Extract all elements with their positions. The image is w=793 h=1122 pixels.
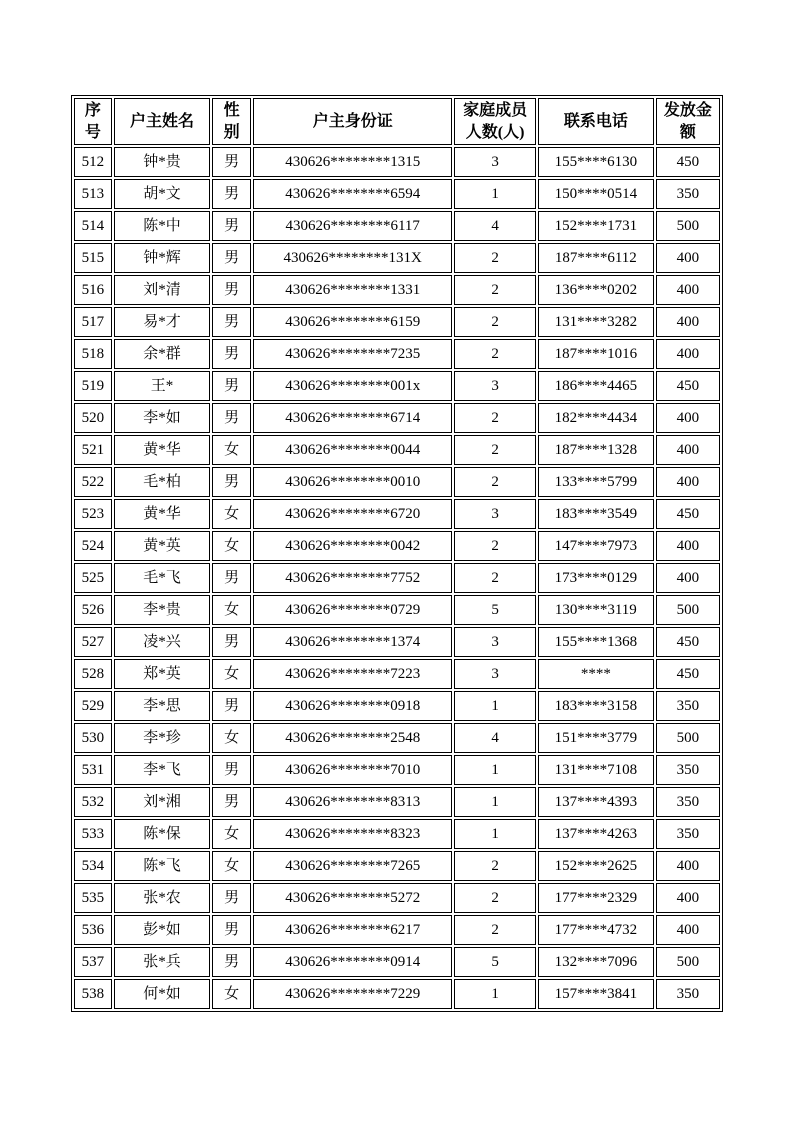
cell-gender: 男 <box>212 883 251 913</box>
cell-name: 李*思 <box>114 691 211 721</box>
cell-phone: 187****6112 <box>538 243 654 273</box>
cell-id_number: 430626********1374 <box>253 627 452 657</box>
cell-phone: 182****4434 <box>538 403 654 433</box>
cell-members: 1 <box>454 979 535 1009</box>
cell-phone: 177****4732 <box>538 915 654 945</box>
cell-members: 2 <box>454 307 535 337</box>
cell-members: 1 <box>454 755 535 785</box>
cell-name: 毛*柏 <box>114 467 211 497</box>
cell-amount: 500 <box>656 723 720 753</box>
cell-name: 郑*英 <box>114 659 211 689</box>
cell-amount: 400 <box>656 915 720 945</box>
cell-name: 毛*飞 <box>114 563 211 593</box>
cell-seq: 525 <box>74 563 112 593</box>
cell-gender: 女 <box>212 659 251 689</box>
cell-name: 陈*飞 <box>114 851 211 881</box>
cell-name: 黄*华 <box>114 499 211 529</box>
cell-amount: 350 <box>656 179 720 209</box>
cell-amount: 450 <box>656 499 720 529</box>
cell-name: 李*贵 <box>114 595 211 625</box>
cell-name: 刘*湘 <box>114 787 211 817</box>
cell-amount: 400 <box>656 467 720 497</box>
cell-name: 王* <box>114 371 211 401</box>
header-cell-amount: 发放金额 <box>656 98 720 145</box>
table-row <box>74 435 720 465</box>
cell-id_number: 430626********8313 <box>253 787 452 817</box>
cell-name: 陈*中 <box>114 211 211 241</box>
cell-phone: 147****7973 <box>538 531 654 561</box>
cell-seq: 519 <box>74 371 112 401</box>
cell-seq: 516 <box>74 275 112 305</box>
cell-name: 钟*辉 <box>114 243 211 273</box>
cell-phone: 155****1368 <box>538 627 654 657</box>
table-row <box>74 819 720 849</box>
cell-gender: 男 <box>212 627 251 657</box>
header-cell-id: 户主身份证 <box>253 98 452 145</box>
cell-members: 3 <box>454 659 535 689</box>
cell-seq: 537 <box>74 947 112 977</box>
cell-members: 2 <box>454 467 535 497</box>
table-row <box>74 595 720 625</box>
cell-name: 李*飞 <box>114 755 211 785</box>
cell-id_number: 430626********6217 <box>253 915 452 945</box>
table-row <box>74 979 720 1009</box>
cell-name: 李*珍 <box>114 723 211 753</box>
cell-gender: 男 <box>212 947 251 977</box>
cell-amount: 350 <box>656 755 720 785</box>
cell-id_number: 430626********0918 <box>253 691 452 721</box>
cell-phone: 187****1328 <box>538 435 654 465</box>
cell-gender: 男 <box>212 339 251 369</box>
cell-amount: 500 <box>656 211 720 241</box>
table-row <box>74 147 720 177</box>
cell-seq: 530 <box>74 723 112 753</box>
cell-gender: 女 <box>212 499 251 529</box>
cell-name: 凌*兴 <box>114 627 211 657</box>
cell-phone: 183****3549 <box>538 499 654 529</box>
cell-amount: 350 <box>656 819 720 849</box>
cell-name: 张*农 <box>114 883 211 913</box>
cell-name: 余*群 <box>114 339 211 369</box>
cell-phone: 177****2329 <box>538 883 654 913</box>
table-row <box>74 531 720 561</box>
cell-id_number: 430626********0042 <box>253 531 452 561</box>
cell-phone: 186****4465 <box>538 371 654 401</box>
cell-phone: 150****0514 <box>538 179 654 209</box>
cell-amount: 400 <box>656 339 720 369</box>
cell-phone: 137****4393 <box>538 787 654 817</box>
cell-seq: 532 <box>74 787 112 817</box>
cell-amount: 450 <box>656 659 720 689</box>
cell-name: 易*才 <box>114 307 211 337</box>
cell-gender: 女 <box>212 435 251 465</box>
cell-seq: 523 <box>74 499 112 529</box>
table-row <box>74 883 720 913</box>
cell-phone: 131****3282 <box>538 307 654 337</box>
table-row <box>74 851 720 881</box>
table-row <box>74 403 720 433</box>
cell-amount: 450 <box>656 371 720 401</box>
cell-members: 3 <box>454 147 535 177</box>
cell-id_number: 430626********0729 <box>253 595 452 625</box>
cell-id_number: 430626********6159 <box>253 307 452 337</box>
cell-phone: **** <box>538 659 654 689</box>
header-cell-seq: 序号 <box>74 98 112 145</box>
cell-members: 2 <box>454 563 535 593</box>
cell-members: 3 <box>454 627 535 657</box>
cell-gender: 女 <box>212 723 251 753</box>
cell-id_number: 430626********7235 <box>253 339 452 369</box>
cell-seq: 515 <box>74 243 112 273</box>
table-row <box>74 275 720 305</box>
cell-id_number: 430626********7265 <box>253 851 452 881</box>
cell-seq: 518 <box>74 339 112 369</box>
cell-phone: 151****3779 <box>538 723 654 753</box>
cell-gender: 女 <box>212 979 251 1009</box>
cell-amount: 350 <box>656 691 720 721</box>
cell-name: 钟*贵 <box>114 147 211 177</box>
cell-seq: 521 <box>74 435 112 465</box>
cell-id_number: 430626********7223 <box>253 659 452 689</box>
cell-amount: 400 <box>656 435 720 465</box>
cell-phone: 137****4263 <box>538 819 654 849</box>
cell-id_number: 430626********131X <box>253 243 452 273</box>
cell-id_number: 430626********0044 <box>253 435 452 465</box>
cell-phone: 152****2625 <box>538 851 654 881</box>
cell-id_number: 430626********0010 <box>253 467 452 497</box>
cell-id_number: 430626********7010 <box>253 755 452 785</box>
cell-gender: 男 <box>212 243 251 273</box>
cell-members: 5 <box>454 595 535 625</box>
cell-gender: 男 <box>212 691 251 721</box>
table-row <box>74 179 720 209</box>
cell-members: 2 <box>454 435 535 465</box>
table-row <box>74 243 720 273</box>
cell-phone: 130****3119 <box>538 595 654 625</box>
header-cell-members: 家庭成员人数(人) <box>454 98 535 145</box>
table-body <box>74 147 720 1009</box>
table-row <box>74 563 720 593</box>
table-row <box>74 723 720 753</box>
cell-id_number: 430626********6594 <box>253 179 452 209</box>
cell-id_number: 430626********6720 <box>253 499 452 529</box>
table-row <box>74 755 720 785</box>
table-row <box>74 307 720 337</box>
cell-seq: 531 <box>74 755 112 785</box>
cell-amount: 400 <box>656 243 720 273</box>
cell-name: 李*如 <box>114 403 211 433</box>
cell-members: 2 <box>454 915 535 945</box>
cell-members: 2 <box>454 531 535 561</box>
cell-id_number: 430626********5272 <box>253 883 452 913</box>
table-header-row <box>74 98 720 145</box>
table-row <box>74 371 720 401</box>
cell-gender: 男 <box>212 307 251 337</box>
cell-id_number: 430626********001x <box>253 371 452 401</box>
cell-amount: 350 <box>656 979 720 1009</box>
cell-name: 胡*文 <box>114 179 211 209</box>
cell-gender: 男 <box>212 179 251 209</box>
cell-amount: 400 <box>656 307 720 337</box>
cell-members: 3 <box>454 371 535 401</box>
cell-amount: 400 <box>656 851 720 881</box>
cell-id_number: 430626********1315 <box>253 147 452 177</box>
cell-amount: 400 <box>656 563 720 593</box>
cell-phone: 133****5799 <box>538 467 654 497</box>
table-row <box>74 499 720 529</box>
table-row <box>74 691 720 721</box>
cell-amount: 400 <box>656 883 720 913</box>
cell-seq: 529 <box>74 691 112 721</box>
cell-phone: 157****3841 <box>538 979 654 1009</box>
cell-id_number: 430626********2548 <box>253 723 452 753</box>
cell-seq: 528 <box>74 659 112 689</box>
cell-seq: 514 <box>74 211 112 241</box>
cell-gender: 男 <box>212 915 251 945</box>
cell-amount: 350 <box>656 787 720 817</box>
cell-id_number: 430626********0914 <box>253 947 452 977</box>
cell-members: 5 <box>454 947 535 977</box>
cell-phone: 183****3158 <box>538 691 654 721</box>
subsidy-table <box>71 95 723 1012</box>
cell-gender: 男 <box>212 211 251 241</box>
cell-members: 1 <box>454 819 535 849</box>
table-row <box>74 339 720 369</box>
cell-members: 1 <box>454 691 535 721</box>
header-cell-phone: 联系电话 <box>538 98 654 145</box>
cell-id_number: 430626********1331 <box>253 275 452 305</box>
cell-gender: 男 <box>212 787 251 817</box>
table-row <box>74 659 720 689</box>
cell-id_number: 430626********6714 <box>253 403 452 433</box>
cell-members: 2 <box>454 243 535 273</box>
table-row <box>74 211 720 241</box>
cell-name: 陈*保 <box>114 819 211 849</box>
cell-phone: 152****1731 <box>538 211 654 241</box>
cell-gender: 女 <box>212 531 251 561</box>
cell-members: 2 <box>454 851 535 881</box>
cell-members: 4 <box>454 211 535 241</box>
cell-gender: 男 <box>212 563 251 593</box>
cell-name: 黄*英 <box>114 531 211 561</box>
cell-phone: 132****7096 <box>538 947 654 977</box>
cell-phone: 187****1016 <box>538 339 654 369</box>
cell-name: 彭*如 <box>114 915 211 945</box>
cell-amount: 450 <box>656 627 720 657</box>
cell-seq: 534 <box>74 851 112 881</box>
cell-seq: 536 <box>74 915 112 945</box>
cell-amount: 400 <box>656 275 720 305</box>
cell-id_number: 430626********8323 <box>253 819 452 849</box>
cell-amount: 500 <box>656 595 720 625</box>
cell-gender: 男 <box>212 147 251 177</box>
header-cell-name: 户主姓名 <box>114 98 211 145</box>
cell-gender: 男 <box>212 467 251 497</box>
cell-name: 张*兵 <box>114 947 211 977</box>
cell-members: 2 <box>454 275 535 305</box>
cell-members: 2 <box>454 339 535 369</box>
cell-amount: 500 <box>656 947 720 977</box>
cell-seq: 526 <box>74 595 112 625</box>
table-row <box>74 787 720 817</box>
table-row <box>74 467 720 497</box>
cell-seq: 522 <box>74 467 112 497</box>
cell-id_number: 430626********7229 <box>253 979 452 1009</box>
cell-seq: 535 <box>74 883 112 913</box>
cell-gender: 男 <box>212 275 251 305</box>
cell-gender: 男 <box>212 403 251 433</box>
header-cell-gender: 性别 <box>212 98 251 145</box>
cell-members: 1 <box>454 179 535 209</box>
cell-gender: 女 <box>212 819 251 849</box>
cell-name: 刘*清 <box>114 275 211 305</box>
cell-name: 何*如 <box>114 979 211 1009</box>
cell-phone: 173****0129 <box>538 563 654 593</box>
cell-name: 黄*华 <box>114 435 211 465</box>
cell-phone: 131****7108 <box>538 755 654 785</box>
cell-gender: 女 <box>212 595 251 625</box>
cell-members: 3 <box>454 499 535 529</box>
cell-seq: 527 <box>74 627 112 657</box>
table-row <box>74 627 720 657</box>
cell-members: 1 <box>454 787 535 817</box>
cell-gender: 男 <box>212 371 251 401</box>
cell-gender: 男 <box>212 755 251 785</box>
cell-gender: 女 <box>212 851 251 881</box>
cell-seq: 517 <box>74 307 112 337</box>
cell-seq: 520 <box>74 403 112 433</box>
cell-id_number: 430626********7752 <box>253 563 452 593</box>
cell-amount: 450 <box>656 147 720 177</box>
cell-seq: 538 <box>74 979 112 1009</box>
cell-seq: 513 <box>74 179 112 209</box>
cell-seq: 533 <box>74 819 112 849</box>
cell-phone: 136****0202 <box>538 275 654 305</box>
cell-amount: 400 <box>656 531 720 561</box>
cell-seq: 524 <box>74 531 112 561</box>
cell-seq: 512 <box>74 147 112 177</box>
cell-members: 2 <box>454 403 535 433</box>
cell-id_number: 430626********6117 <box>253 211 452 241</box>
cell-phone: 155****6130 <box>538 147 654 177</box>
table-row <box>74 947 720 977</box>
cell-amount: 400 <box>656 403 720 433</box>
cell-members: 4 <box>454 723 535 753</box>
table-row <box>74 915 720 945</box>
cell-members: 2 <box>454 883 535 913</box>
